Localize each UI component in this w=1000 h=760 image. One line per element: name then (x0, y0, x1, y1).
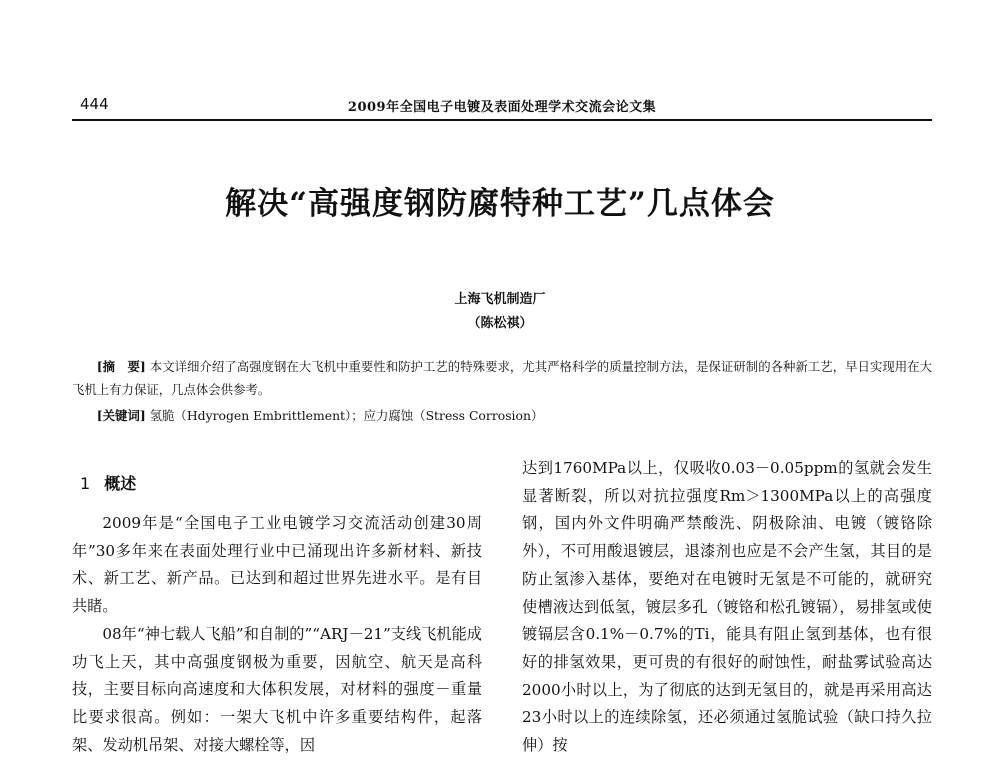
body-paragraph: 08年“神七载人飞船”和自制的”“ARJ－21”支线飞机能成功飞上天，其中高强度钢极为重要，因航空、航天是高科技，主要目标向高速度和大体积发展，对材料的强度－重量比要求很高。例如：一架大飞机中许多重要结构件，起落架、发动机吊架、对接大螺栓等，因 (72, 624, 482, 754)
abstract-text: 本文详细介绍了高强度钢在大飞机中重要性和防护工艺的特殊要求，尤其严格科学的质量控制方法，是保证研制的各种新工艺，早日实现用在大飞机上有力保证，几点体会供参考。 (72, 359, 932, 397)
keywords-text: 氢脆（Hdyrogen Embrittlement）；应力腐蚀（Stress Corrosion） (149, 408, 544, 423)
body-paragraph: 达到1760MPa以上，仅吸收0.03－0.05ppm的氢就会发生显著断裂，所以对抗拉强度Rm＞1300MPa以上的高强度钢，国内外文件明确严禁酸洗、阴极除油、电镀（镀铬除外），不可用酸退镀层，退漆剂也应是不会产生氢，其目的是防止氢渗入基体，要绝对在电镀时无氢是不可能的，就研究使槽液达到低氢，镀层多孔（镀铬和松孔镀镉），易排氢或使镀镉层含0.1%－0.7%的Ti，能具有阻止氢到基体，也有很好的排氢效果，更可贵的有很好的耐蚀性，耐盐雾试验高达2000小时以上，为了彻底的达到无氢目的，就是再采用高达23小时以上的连续除氢，还必须通过氢脆试验（缺口持久拉伸）按 (522, 459, 932, 755)
abstract-label: [摘 要] (96, 359, 146, 374)
author-name: （陈松祺） (467, 316, 533, 331)
left-column (72, 510, 482, 759)
body-paragraph: 2009年是“全国电子工业电镀学习交流活动创建30周年”30多年来在表面处理行业中已涌现出许多新材料、新技术、新工艺、新产品。已达到和超过世界先进水平。是有目共睹。 (72, 514, 482, 616)
section-number: 1 (80, 474, 91, 493)
abstract (72, 355, 932, 401)
journal-title: 2009年全国电子电镀及表面处理学术交流会论文集 (347, 100, 657, 115)
running-head (72, 95, 932, 117)
right-column (522, 455, 932, 760)
section-title: 概述 (104, 474, 137, 493)
author-affiliation: 上海飞机制造厂 (454, 292, 546, 307)
section-heading (80, 471, 136, 494)
header-rule (72, 119, 932, 121)
keywords (72, 404, 932, 427)
page-number: 444 (80, 95, 109, 113)
paper-title: 解决“高强度钢防腐特种工艺”几点体会 (225, 186, 775, 222)
keywords-label: [关键词] (96, 408, 146, 423)
